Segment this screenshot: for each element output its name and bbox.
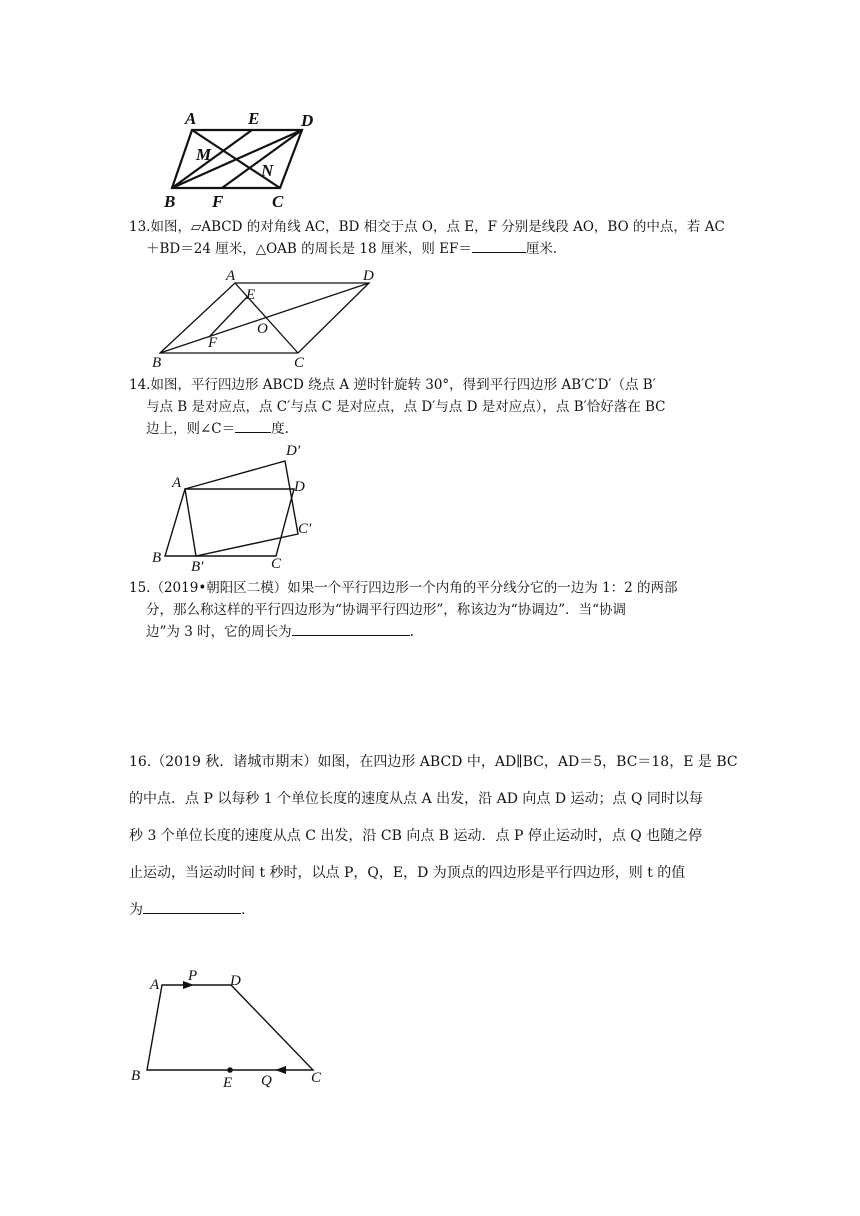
label-E: E (223, 1075, 233, 1091)
q14-line2: 与点 B 是对应点，点 C′与点 C 是对应点，点 D′与点 D 是对应点），点 B′恰好落在 BC (146, 399, 666, 415)
q16-line5-text: 为 (129, 902, 143, 918)
label-D: D (294, 479, 305, 495)
label-C: C (311, 1070, 322, 1086)
q16-line3: 秒 3 个单位长度的速度从点 C 出发，沿 CB 向点 B 运动．点 P 停止运动时，点 Q 也随之停 (129, 828, 703, 844)
label-E: E (246, 287, 256, 303)
q14-line3-unit: 度. (271, 421, 289, 437)
label-A: A (226, 268, 236, 284)
point-e (227, 1067, 233, 1073)
q14-line1: 14.如图，平行四边形 ABCD 绕点 A 逆时针旋转 30°，得到平行四边形 AB′C′D′（点 B′ (129, 377, 656, 393)
label-C: C (272, 192, 284, 210)
figure-rotated-parallelogram-14 (148, 440, 326, 572)
answer-blank-16[interactable] (143, 899, 241, 914)
q13-line1: 13.如图，▱ABCD 的对角线 AC，BD 相交于点 O，点 E，F 分别是线段 AO，BO 的中点，若 AC (129, 219, 725, 235)
label-N: N (261, 161, 274, 180)
label-D: D (230, 973, 241, 989)
q16-line1: 16.（2019 秋．诸城市期末）如图，在四边形 ABCD 中，AD∥BC，AD＝5，BC＝18，E 是 BC (129, 754, 738, 770)
answer-blank-13[interactable] (472, 238, 526, 253)
figure-parallelogram-mn (160, 108, 330, 210)
arrow-q (275, 1066, 286, 1074)
answer-blank-14[interactable] (235, 418, 271, 433)
label-C-prime: C′ (298, 521, 312, 537)
q15-line3-end: . (409, 624, 414, 640)
q16-line4: 止运动，当运动时间 t 秒时，以点 P，Q，E，D 为顶点的四边形是平行四边形，则 t 的值 (129, 865, 686, 881)
q14-line3-text: 边上，则∠C＝ (146, 421, 236, 437)
label-A: A (150, 977, 160, 993)
label-B: B (152, 355, 162, 370)
question-14 (129, 374, 666, 440)
label-D: D (363, 268, 374, 284)
label-M: M (196, 145, 212, 164)
label-O: O (257, 321, 268, 337)
q13-line2-unit: 厘米. (525, 241, 558, 257)
question-13 (129, 216, 725, 260)
answer-blank-15[interactable] (292, 621, 410, 636)
q16-line2: 的中点．点 P 以每秒 1 个单位长度的速度从点 A 出发，沿 AD 向点 D 运动；点 Q 同时以每 (129, 791, 703, 807)
label-D: D (301, 111, 314, 130)
q16-line5-end: . (241, 902, 246, 918)
question-16 (129, 744, 738, 929)
label-A: A (185, 109, 197, 128)
label-B: B (152, 550, 162, 566)
label-F: F (212, 192, 224, 210)
label-D-prime: D′ (286, 443, 301, 459)
label-C: C (271, 556, 282, 572)
label-F: F (208, 335, 218, 351)
label-C: C (294, 355, 305, 370)
q13-line2-text: ＋BD＝24 厘米，△OAB 的周长是 18 厘米，则 EF＝ (146, 241, 472, 257)
label-B: B (164, 192, 176, 210)
label-A: A (172, 475, 182, 491)
label-B: B (131, 1068, 141, 1084)
label-Q: Q (261, 1073, 272, 1089)
figure-parallelogram-abcd-13 (148, 266, 384, 370)
label-B-prime: B′ (191, 559, 204, 572)
q15-line1: 15.（2019•朝阳区二模）如果一个平行四边形一个内角的平分线分它的一边为 1：2 的两部 (129, 580, 678, 596)
question-15 (129, 577, 678, 643)
q15-line2: 分，那么称这样的平行四边形为“协调平行四边形”，称该边为“协调边”．当“协调 (146, 602, 627, 618)
q15-line3-text: 边”为 3 时，它的周长为 (146, 624, 292, 640)
label-P: P (188, 968, 198, 984)
label-E: E (248, 109, 260, 128)
figure-trapezoid-16 (126, 962, 332, 1094)
